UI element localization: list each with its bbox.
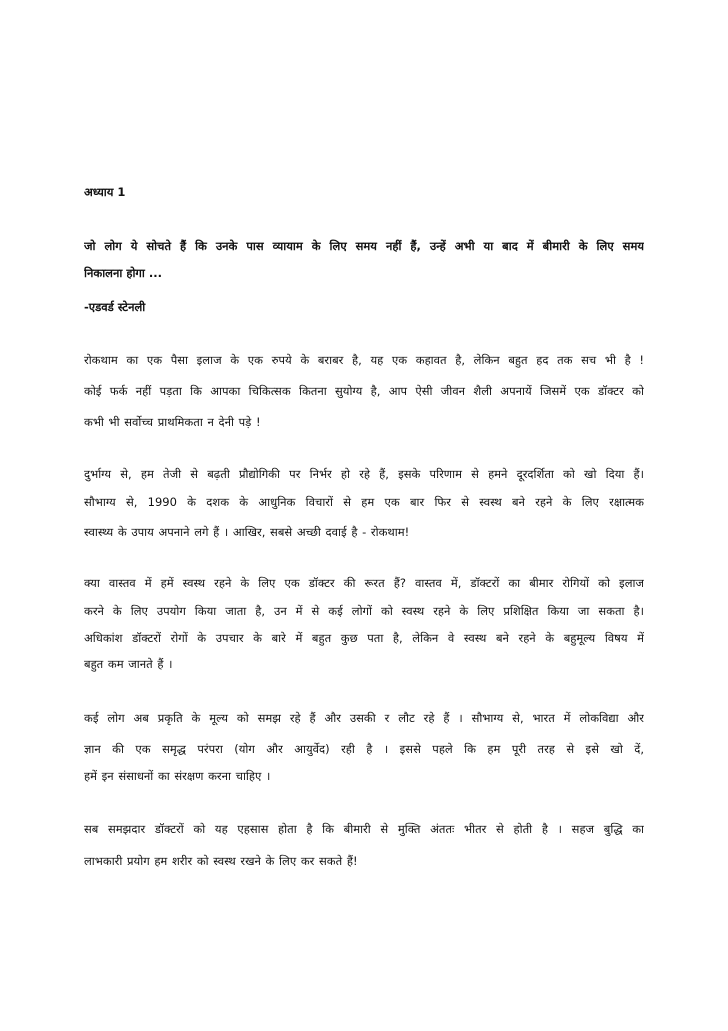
paragraph-3-line-3: अधिकांश डॉक्टरों रोगों के उपचार के बारे में बहुत कुछ पता है, लेकिन वे स्वस्थ बने रहने के बहुमूल्य विषय में: [84, 631, 644, 645]
quote-line-2: निकालना होगा ...: [84, 266, 162, 280]
paragraph-5-line-1: सब समझदार डॉक्टरों को यह एहसास होता है कि बीमारी से मुक्ति अंततः भीतर से होती है । सहज बुद्धि का: [84, 822, 644, 836]
paragraph-4-line-2: ज्ञान की एक समृद्ध परंपरा (योग और आयुर्वेद) रही है । इससे पहले कि हम पूरी तरह से इसे खो दें,: [84, 742, 644, 756]
paragraph-1-line-3: कभी भी सर्वोच्च प्राथमिकता न देनी पड़े !: [84, 415, 261, 429]
quote-line-1: जो लोग ये सोचते हैं कि उनके पास व्यायाम के लिए समय नहीं हैं, उन्हें अभी या बाद में बीमारी के लिए समय: [84, 239, 644, 253]
paragraph-3-line-1: क्या वास्तव में हमें स्वस्थ रहने के लिए एक डॉक्टर की रूरत हैं? वास्तव में, डॉक्टरों का बीमार रोगियों को इलाज: [84, 576, 644, 590]
paragraph-2-line-3: स्वास्थ्य के उपाय अपनाने लगे हैं । आखिर, सबसे अच्छी दवाई है - रोकथाम!: [84, 525, 410, 539]
paragraph-5-line-2: लाभकारी प्रयोग हम शरीर को स्वस्थ रखने के लिए कर सकते हैं!: [84, 854, 358, 868]
paragraph-3-line-2: करने के लिए उपयोग किया जाता है, उन में से कई लोगों को स्वस्थ रहने के लिए प्रशिक्षित किया जा सकता है।: [84, 604, 644, 618]
quote-author: -एडवर्ड स्टेनली: [84, 300, 146, 314]
paragraph-3-line-4: बहुत कम जानते हैं ।: [84, 657, 173, 671]
paragraph-4-line-1: कई लोग अब प्रकृति के मूल्य को समझ रहे हैं और उसकी र लौट रहे हैं । सौभाग्य से, भारत में लोकविद्या और: [84, 711, 644, 725]
paragraph-2-line-2: सौभाग्य से, 1990 के दशक के आधुनिक विचारों से हम एक बार फिर से स्वस्थ बने रहने के लिए रक्षात्मक: [84, 495, 644, 509]
paragraph-1-line-1: रोकथाम का एक पैसा इलाज के एक रुपये के बराबर है, यह एक कहावत है, लेकिन बहुत हद तक सच भी है !: [84, 353, 644, 367]
paragraph-2-line-1: दुर्भाग्य से, हम तेजी से बढ़ती प्रौद्योगिकी पर निर्भर हो रहे हैं, इसके परिणाम से हमने दूरदर्शिता को खो दिया हैं।: [84, 467, 644, 481]
chapter-heading: अध्याय 1: [84, 185, 126, 199]
paragraph-1-line-2: कोई फर्क नहीं पड़ता कि आपका चिकित्सक कितना सुयोग्य है, आप ऐसी जीवन शैली अपनायें जिसमें एक डॉक्टर को: [84, 384, 644, 398]
paragraph-4-line-3: हमें इन संसाधनों का संरक्षण करना चाहिए ।: [84, 769, 271, 783]
